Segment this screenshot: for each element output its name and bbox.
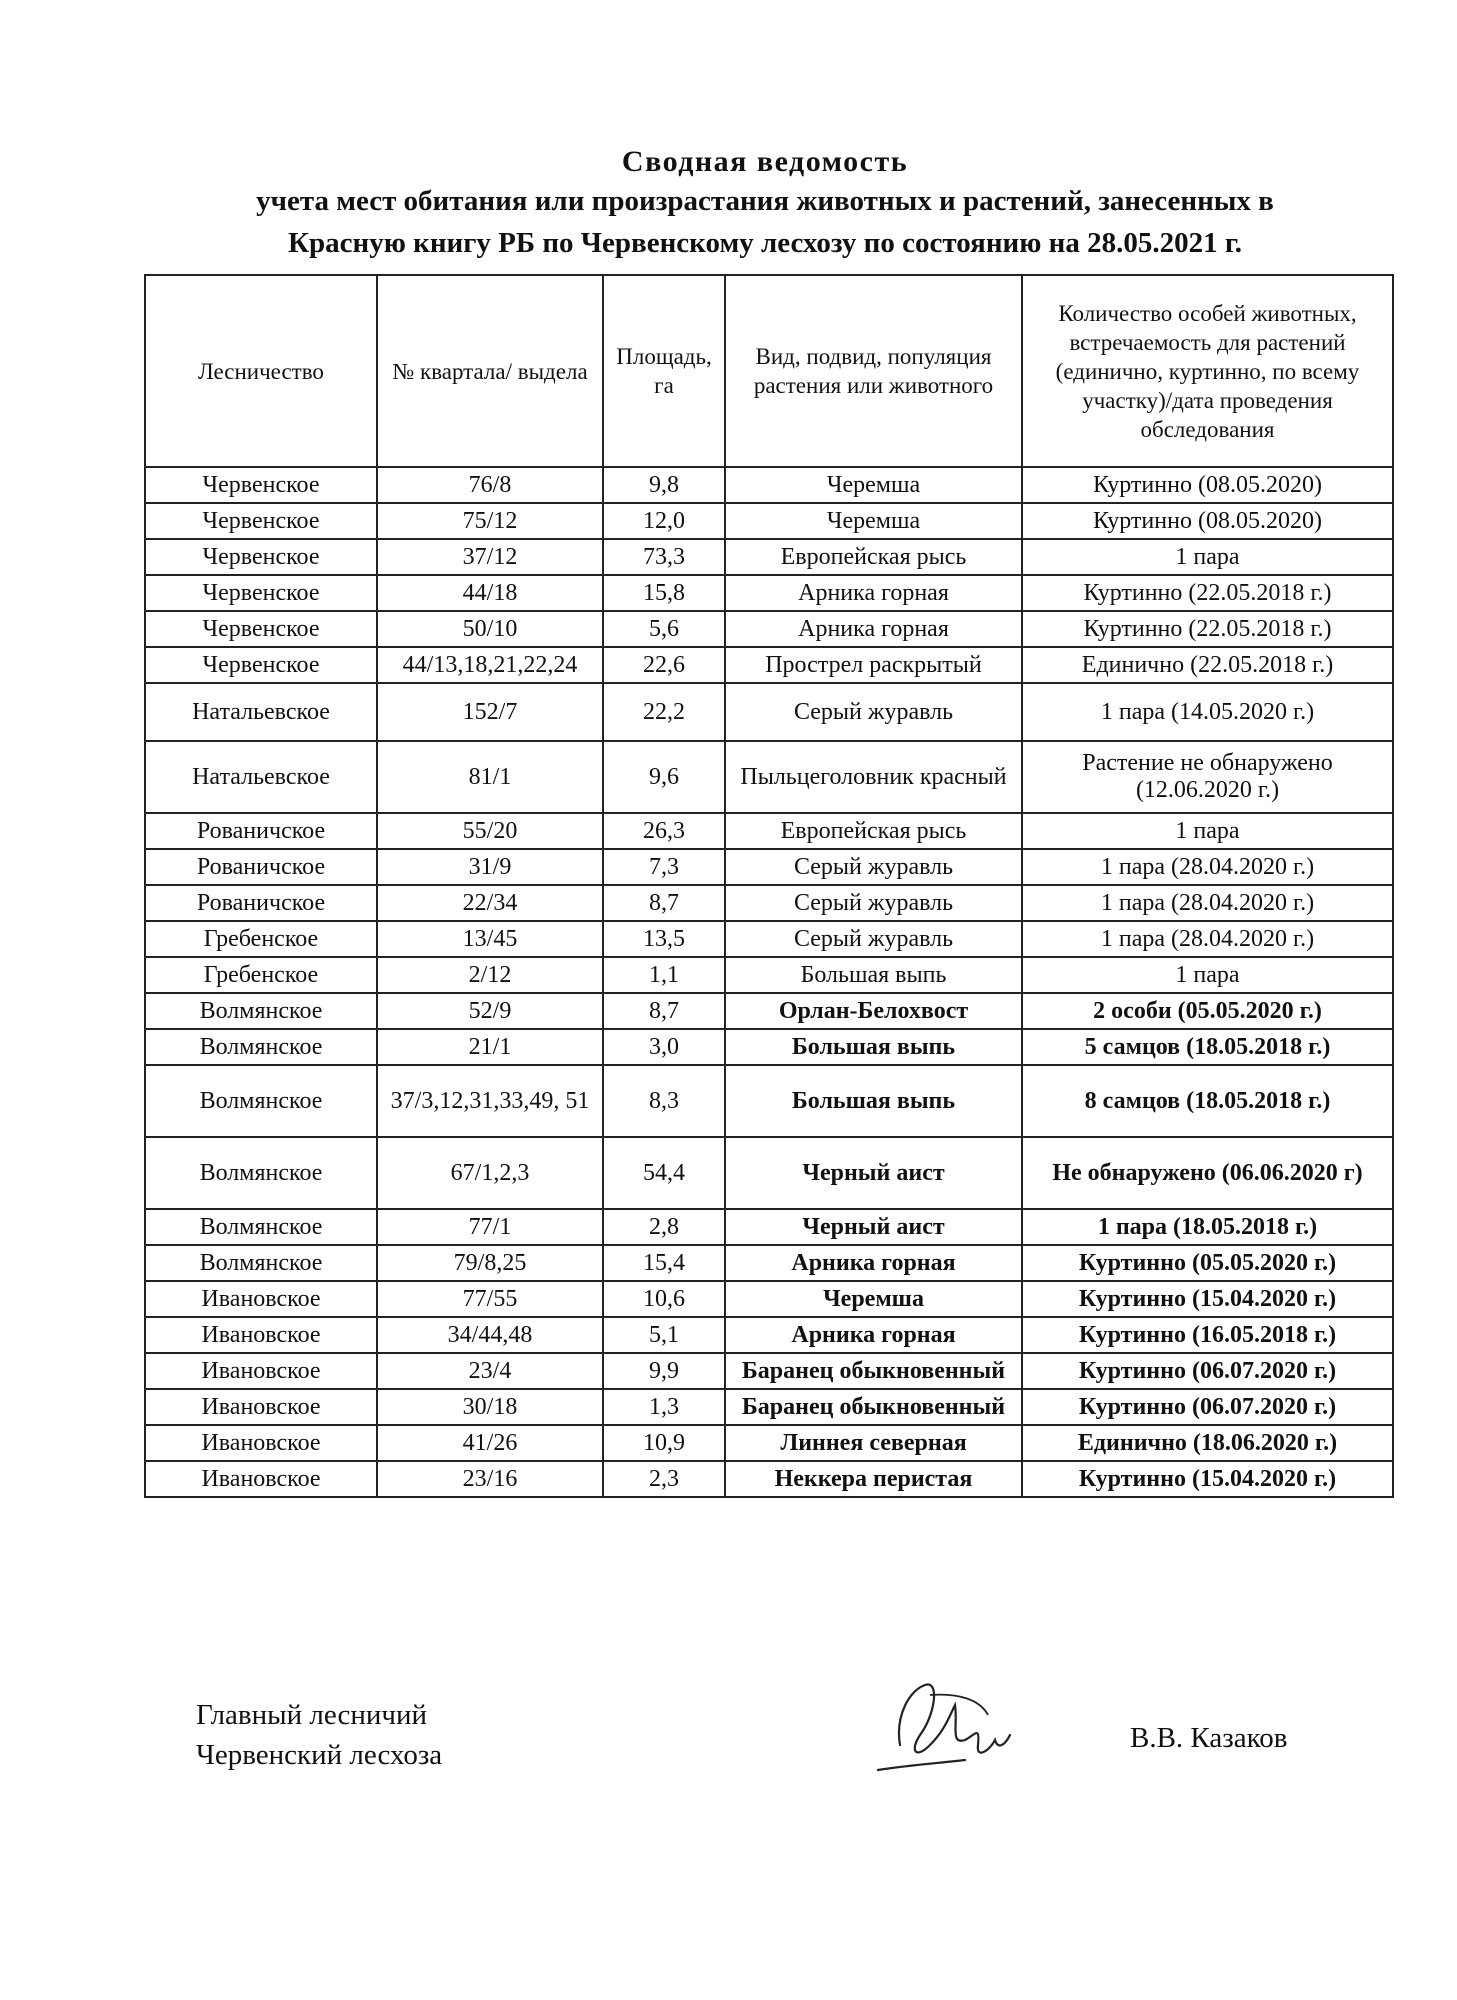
cell-quarter: 21/1 — [377, 1029, 603, 1065]
cell-forestry: Ивановское — [145, 1461, 377, 1497]
cell-species: Европейская рысь — [725, 539, 1022, 575]
cell-species: Большая выпь — [725, 1029, 1022, 1065]
cell-species: Арника горная — [725, 575, 1022, 611]
table-row — [145, 921, 1393, 957]
cell-count: Куртинно (15.04.2020 г.) — [1022, 1461, 1393, 1497]
header-area: Площадь, га — [603, 275, 725, 467]
cell-species: Европейская рысь — [725, 813, 1022, 849]
cell-count: 1 пара (28.04.2020 г.) — [1022, 921, 1393, 957]
cell-area: 22,6 — [603, 647, 725, 683]
cell-count: Куртинно (08.05.2020) — [1022, 503, 1393, 539]
cell-count: 1 пара (28.04.2020 г.) — [1022, 885, 1393, 921]
cell-forestry: Гребенское — [145, 921, 377, 957]
cell-quarter: 41/26 — [377, 1425, 603, 1461]
table-row — [145, 503, 1393, 539]
cell-area: 10,6 — [603, 1281, 725, 1317]
cell-species: Черемша — [725, 1281, 1022, 1317]
cell-quarter: 37/3,12,31,33,49, 51 — [377, 1065, 603, 1137]
table-row — [145, 575, 1393, 611]
cell-forestry: Натальевское — [145, 741, 377, 813]
cell-count: 2 особи (05.05.2020 г.) — [1022, 993, 1393, 1029]
cell-area: 9,6 — [603, 741, 725, 813]
cell-forestry: Червенское — [145, 575, 377, 611]
cell-forestry: Волмянское — [145, 1245, 377, 1281]
cell-count: Растение не обнаружено (12.06.2020 г.) — [1022, 741, 1393, 813]
table-body — [145, 467, 1393, 1497]
cell-count: Куртинно (06.07.2020 г.) — [1022, 1389, 1393, 1425]
cell-area: 5,1 — [603, 1317, 725, 1353]
cell-count: 1 пара (18.05.2018 г.) — [1022, 1209, 1393, 1245]
cell-quarter: 2/12 — [377, 957, 603, 993]
cell-quarter: 67/1,2,3 — [377, 1137, 603, 1209]
table-row — [145, 1317, 1393, 1353]
cell-area: 3,0 — [603, 1029, 725, 1065]
signature-icon — [870, 1675, 1020, 1785]
cell-species: Орлан-Белохвост — [725, 993, 1022, 1029]
cell-forestry: Рованичское — [145, 885, 377, 921]
cell-quarter: 75/12 — [377, 503, 603, 539]
cell-species: Большая выпь — [725, 1065, 1022, 1137]
cell-species: Серый журавль — [725, 849, 1022, 885]
table-row — [145, 813, 1393, 849]
document-title — [150, 145, 1380, 263]
cell-area: 9,8 — [603, 467, 725, 503]
cell-quarter: 50/10 — [377, 611, 603, 647]
cell-count: Куртинно (22.05.2018 г.) — [1022, 611, 1393, 647]
table-header-row — [145, 275, 1393, 467]
cell-species: Черный аист — [725, 1209, 1022, 1245]
footer-signer-name: В.В. Казаков — [1130, 1722, 1288, 1754]
cell-species: Большая выпь — [725, 957, 1022, 993]
cell-forestry: Ивановское — [145, 1425, 377, 1461]
table-row — [145, 1137, 1393, 1209]
table-row — [145, 741, 1393, 813]
header-species: Вид, подвид, популяция растения или животного — [725, 275, 1022, 467]
cell-quarter: 13/45 — [377, 921, 603, 957]
cell-count: Единично (22.05.2018 г.) — [1022, 647, 1393, 683]
cell-forestry: Волмянское — [145, 1209, 377, 1245]
cell-forestry: Червенское — [145, 539, 377, 575]
cell-species: Линнея северная — [725, 1425, 1022, 1461]
cell-count: Куртинно (08.05.2020) — [1022, 467, 1393, 503]
cell-area: 22,2 — [603, 683, 725, 741]
cell-species: Арника горная — [725, 1245, 1022, 1281]
cell-area: 5,6 — [603, 611, 725, 647]
cell-area: 54,4 — [603, 1137, 725, 1209]
table-row — [145, 993, 1393, 1029]
cell-quarter: 77/1 — [377, 1209, 603, 1245]
cell-area: 7,3 — [603, 849, 725, 885]
cell-species: Баранец обыкновенный — [725, 1353, 1022, 1389]
title-sub-line1: учета мест обитания или произрастания животных и растений, занесенных в — [256, 185, 1274, 217]
cell-species: Арника горная — [725, 1317, 1022, 1353]
title-main: Сводная ведомость — [621, 145, 909, 178]
cell-forestry: Червенское — [145, 611, 377, 647]
cell-quarter: 79/8,25 — [377, 1245, 603, 1281]
cell-species: Черный аист — [725, 1137, 1022, 1209]
cell-quarter: 52/9 — [377, 993, 603, 1029]
cell-count: 1 пара — [1022, 539, 1393, 575]
header-forestry: Лесничество — [145, 275, 377, 467]
table-row — [145, 1461, 1393, 1497]
cell-count: 1 пара (28.04.2020 г.) — [1022, 849, 1393, 885]
red-book-table — [144, 274, 1394, 1498]
cell-area: 26,3 — [603, 813, 725, 849]
table-row — [145, 957, 1393, 993]
cell-area: 9,9 — [603, 1353, 725, 1389]
cell-forestry: Рованичское — [145, 813, 377, 849]
cell-quarter: 55/20 — [377, 813, 603, 849]
cell-count: Куртинно (22.05.2018 г.) — [1022, 575, 1393, 611]
cell-forestry: Натальевское — [145, 683, 377, 741]
table-row — [145, 539, 1393, 575]
cell-quarter: 152/7 — [377, 683, 603, 741]
cell-area: 15,8 — [603, 575, 725, 611]
cell-species: Серый журавль — [725, 683, 1022, 741]
cell-count: Куртинно (05.05.2020 г.) — [1022, 1245, 1393, 1281]
table-row — [145, 1245, 1393, 1281]
cell-count: 1 пара — [1022, 957, 1393, 993]
cell-quarter: 34/44,48 — [377, 1317, 603, 1353]
cell-area: 12,0 — [603, 503, 725, 539]
cell-area: 1,1 — [603, 957, 725, 993]
table-row — [145, 1029, 1393, 1065]
cell-forestry: Волмянское — [145, 1029, 377, 1065]
cell-quarter: 22/34 — [377, 885, 603, 921]
table-row — [145, 849, 1393, 885]
footer-position-line1: Главный лесничий — [196, 1699, 427, 1731]
cell-quarter: 44/13,18,21,22,24 — [377, 647, 603, 683]
table-row — [145, 1353, 1393, 1389]
cell-count: Единично (18.06.2020 г.) — [1022, 1425, 1393, 1461]
cell-count: 1 пара — [1022, 813, 1393, 849]
cell-forestry: Волмянское — [145, 1137, 377, 1209]
cell-species: Черемша — [725, 467, 1022, 503]
cell-quarter: 37/12 — [377, 539, 603, 575]
cell-area: 15,4 — [603, 1245, 725, 1281]
title-sub-line2: Красную книгу РБ по Червенскому лесхозу по состоянию на 28.05.2021 г. — [287, 227, 1243, 259]
cell-quarter: 30/18 — [377, 1389, 603, 1425]
cell-forestry: Ивановское — [145, 1389, 377, 1425]
table-row — [145, 611, 1393, 647]
cell-quarter: 76/8 — [377, 467, 603, 503]
cell-species: Неккера перистая — [725, 1461, 1022, 1497]
cell-count: Куртинно (06.07.2020 г.) — [1022, 1353, 1393, 1389]
table-row — [145, 1065, 1393, 1137]
cell-forestry: Ивановское — [145, 1317, 377, 1353]
cell-species: Арника горная — [725, 611, 1022, 647]
cell-quarter: 23/4 — [377, 1353, 603, 1389]
table-row — [145, 885, 1393, 921]
cell-quarter: 23/16 — [377, 1461, 603, 1497]
cell-quarter: 81/1 — [377, 741, 603, 813]
cell-forestry: Волмянское — [145, 1065, 377, 1137]
cell-species: Черемша — [725, 503, 1022, 539]
cell-count: Куртинно (15.04.2020 г.) — [1022, 1281, 1393, 1317]
table-row — [145, 647, 1393, 683]
cell-quarter: 44/18 — [377, 575, 603, 611]
cell-forestry: Рованичское — [145, 849, 377, 885]
cell-species: Серый журавль — [725, 921, 1022, 957]
table-row — [145, 1425, 1393, 1461]
cell-count: Не обнаружено (06.06.2020 г) — [1022, 1137, 1393, 1209]
cell-species: Прострел раскрытый — [725, 647, 1022, 683]
cell-forestry: Червенское — [145, 503, 377, 539]
cell-count: 8 самцов (18.05.2018 г.) — [1022, 1065, 1393, 1137]
header-count: Количество особей животных, встречаемость для растений (единично, куртинно, по всему участку)/дата проведения обследования — [1022, 275, 1393, 467]
cell-area: 73,3 — [603, 539, 725, 575]
table-row — [145, 1389, 1393, 1425]
cell-count: 1 пара (14.05.2020 г.) — [1022, 683, 1393, 741]
cell-forestry: Ивановское — [145, 1353, 377, 1389]
cell-quarter: 31/9 — [377, 849, 603, 885]
footer-position-line2: Червенский лесхоза — [196, 1739, 443, 1771]
cell-count: Куртинно (16.05.2018 г.) — [1022, 1317, 1393, 1353]
header-quarter: № квартала/ выдела — [377, 275, 603, 467]
cell-forestry: Волмянское — [145, 993, 377, 1029]
cell-area: 2,8 — [603, 1209, 725, 1245]
cell-count: 5 самцов (18.05.2018 г.) — [1022, 1029, 1393, 1065]
cell-quarter: 77/55 — [377, 1281, 603, 1317]
cell-species: Баранец обыкновенный — [725, 1389, 1022, 1425]
cell-area: 2,3 — [603, 1461, 725, 1497]
cell-area: 8,3 — [603, 1065, 725, 1137]
table-row — [145, 1281, 1393, 1317]
footer-position — [196, 1695, 442, 1775]
cell-area: 13,5 — [603, 921, 725, 957]
cell-forestry: Червенское — [145, 647, 377, 683]
cell-forestry: Червенское — [145, 467, 377, 503]
table-row — [145, 683, 1393, 741]
table-row — [145, 1209, 1393, 1245]
table-row — [145, 467, 1393, 503]
cell-area: 8,7 — [603, 885, 725, 921]
cell-area: 8,7 — [603, 993, 725, 1029]
cell-species: Серый журавль — [725, 885, 1022, 921]
cell-species: Пыльцеголовник красный — [725, 741, 1022, 813]
cell-forestry: Ивановское — [145, 1281, 377, 1317]
cell-area: 10,9 — [603, 1425, 725, 1461]
cell-area: 1,3 — [603, 1389, 725, 1425]
cell-forestry: Гребенское — [145, 957, 377, 993]
